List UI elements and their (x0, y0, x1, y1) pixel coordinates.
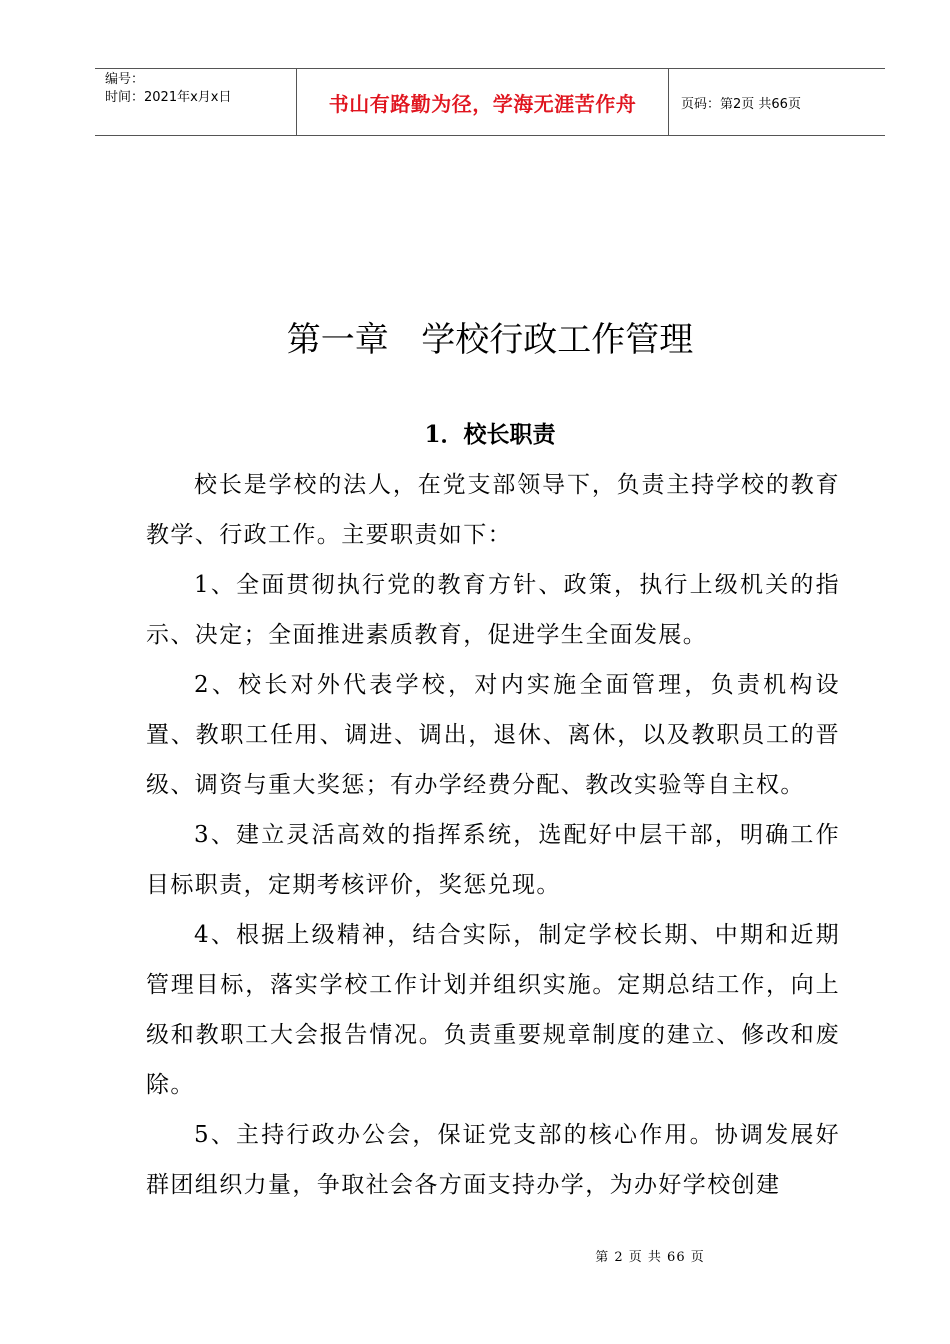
header-number-label: 编号： (105, 72, 145, 87)
header-motto-cell (297, 69, 669, 135)
header-time-label: 时间：2021年x月x日 (105, 90, 232, 105)
paragraph: 1、全面贯彻执行党的教育方针、政策，执行上级机关的指示、决定；全面推进素质教育，促进学生全面发展。 (146, 572, 840, 648)
paragraph: 3、建立灵活高效的指挥系统，选配好中层干部，明确工作目标职责，定期考核评价，奖惩兑现。 (146, 822, 840, 898)
paragraph: 4、根据上级精神，结合实际，制定学校长期、中期和近期管理目标，落实学校工作计划并组织实施。定期总结工作，向上级和教职工大会报告情况。负责重要规章制度的建立、修改和废除。 (146, 922, 840, 1098)
chapter-title: 第一章 学校行政工作管理 (286, 320, 694, 360)
paragraph: 5、主持行政办公会，保证党支部的核心作用。协调发展好群团组织力量，争取社会各方面支持办学，为办好学校创建 (146, 1122, 840, 1198)
document-header (95, 68, 885, 136)
header-meta-cell (95, 69, 297, 135)
header-motto: 书山有路勤为径，学海无涯苦作舟 (328, 91, 637, 116)
header-page-cell (669, 69, 885, 135)
paragraph: 校长是学校的法人，在党支部领导下，负责主持学校的教育教学、行政工作。主要职责如下： (146, 472, 840, 548)
paragraph: 2、校长对外代表学校，对内实施全面管理，负责机构设置、教职工任用、调进、调出，退休、离休，以及教职员工的晋级、调资与重大奖惩；有办学经费分配、教改实验等自主权。 (146, 672, 840, 798)
section-heading: 1．校长职责 (424, 421, 556, 448)
page-footer: 第 2 页 共 66 页 (595, 1250, 705, 1265)
body-text (146, 460, 840, 1210)
header-page-info: 页码：第2页 共66页 (681, 96, 801, 112)
